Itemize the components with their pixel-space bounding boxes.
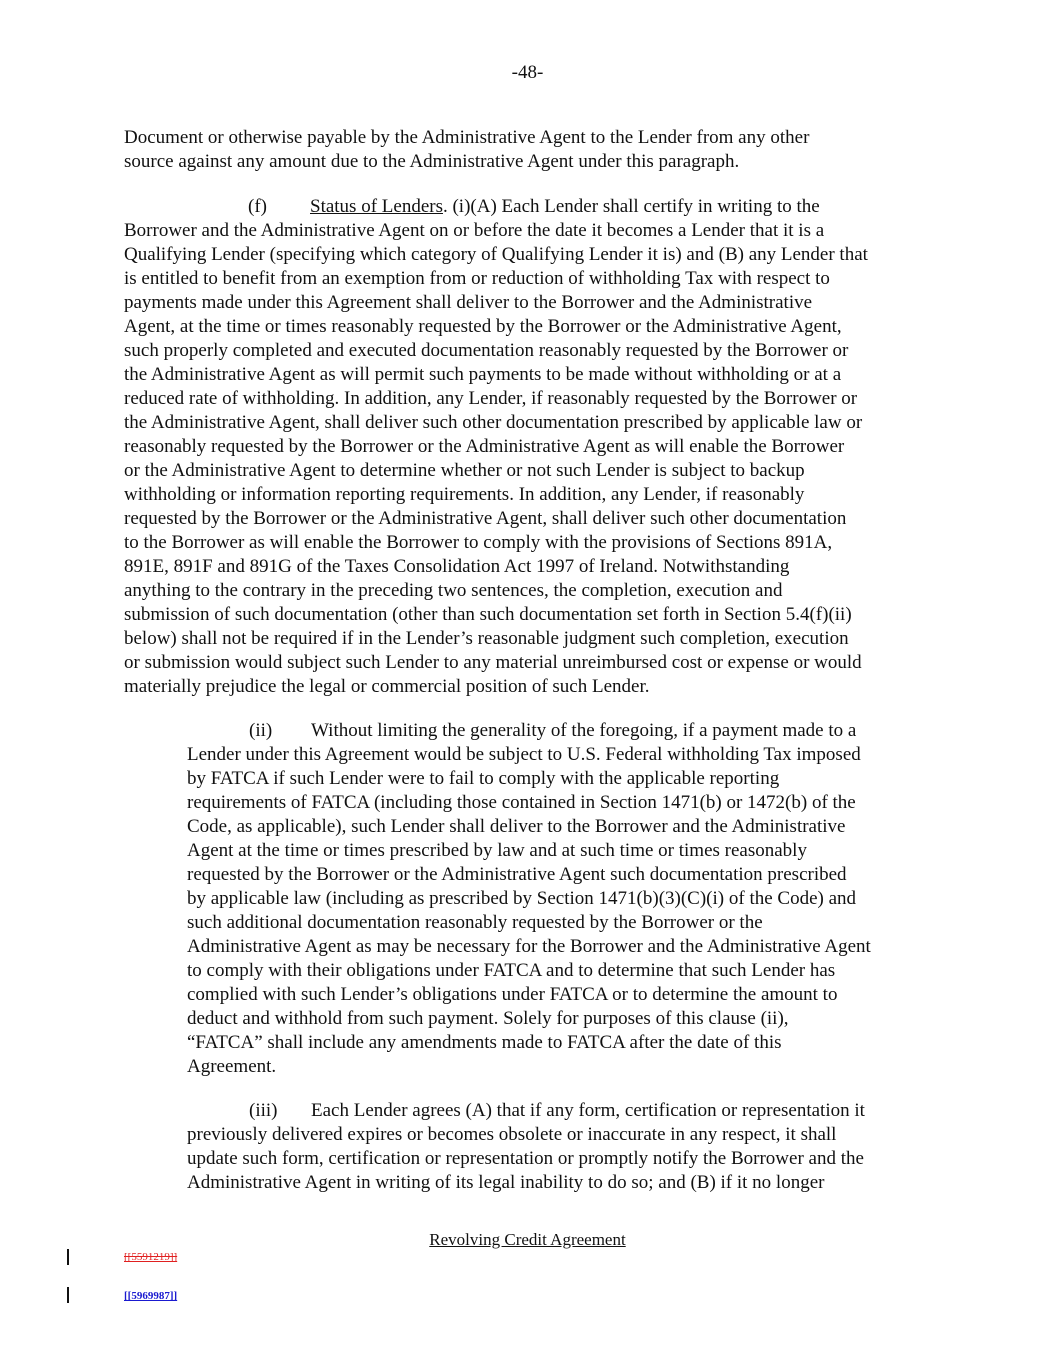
text-fragment: . (i)(A) Each Lender shall certify in writing to the — [442, 196, 820, 217]
text-line: by applicable law (including as prescribed by Section 1471(b)(3)(C)(i) of the Code) and — [187, 888, 857, 909]
text-line: reasonably requested by the Borrower or the Administrative Agent as will enable the Borrower — [124, 436, 845, 457]
text-line: anything to the contrary in the preceding two sentences, the completion, execution and — [124, 580, 783, 601]
text-line: Qualifying Lender (specifying which category of Qualifying Lender it is) and (B) any Lender that — [124, 244, 868, 265]
text-line: to the Borrower as will enable the Borrower to comply with the provisions of Sections 891A, — [124, 532, 833, 553]
text-fragment: Each Lender agrees (A) that if any form, certification or representation it — [311, 1100, 865, 1121]
text-line — [187, 1099, 927, 1123]
paragraph-f-status-of-lenders — [124, 195, 924, 699]
text-line: below) shall not be required if in the Lender’s reasonable judgment such completion, execution — [124, 628, 849, 649]
text-line: requested by the Borrower or the Administrative Agent, shall deliver such other documentation — [124, 508, 847, 529]
text-line: or submission would subject such Lender to any material unreimbursed cost or expense or would — [124, 652, 862, 673]
text-line: previously delivered expires or becomes obsolete or inaccurate in any respect, it shall — [187, 1124, 837, 1145]
deleted-document-id: [[5591219]] — [124, 1251, 178, 1263]
paragraph-ii-fatca — [187, 719, 927, 1079]
text-line: Lender under this Agreement would be subject to U.S. Federal withholding Tax imposed — [187, 744, 861, 765]
text-line: such additional documentation reasonably requested by the Borrower or the — [187, 912, 763, 933]
text-line: payments made under this Agreement shall deliver to the Borrower and the Administrative — [124, 292, 813, 313]
inserted-document-id: [[5969987]] — [124, 1290, 178, 1302]
text-line: source against any amount due to the Administrative Agent under this paragraph. — [124, 151, 740, 172]
text-line: such properly completed and executed documentation reasonably requested by the Borrower or — [124, 340, 849, 361]
text-line: materially prejudice the legal or commercial position of such Lender. — [124, 676, 650, 697]
paragraph-continuation — [124, 126, 924, 174]
text-line: submission of such documentation (other than such documentation set forth in Section 5.4(f)(ii) — [124, 604, 852, 625]
text-line: or the Administrative Agent to determine whether or not such Lender is subject to backup — [124, 460, 805, 481]
text-line: Code, as applicable), such Lender shall deliver to the Borrower and the Administrative — [187, 816, 846, 837]
text-line: Borrower and the Administrative Agent on or before the date it becomes a Lender that it is a — [124, 220, 825, 241]
change-bar-marker — [67, 1287, 69, 1303]
text-line: 891E, 891F and 891G of the Taxes Consolidation Act 1997 of Ireland. Notwithstanding — [124, 556, 790, 577]
text-line — [124, 195, 924, 219]
text-line: Administrative Agent in writing of its legal inability to do so; and (B) if it no longer — [187, 1172, 825, 1193]
text-line: complied with such Lender’s obligations under FATCA or to determine the amount to — [187, 984, 838, 1005]
footer-document-title: Revolving Credit Agreement — [429, 1230, 626, 1249]
text-line: by FATCA if such Lender were to fail to comply with the applicable reporting — [187, 768, 780, 789]
text-line: is entitled to benefit from an exemption from or reduction of withholding Tax with respect to — [124, 268, 830, 289]
text-line: requested by the Borrower or the Administrative Agent such documentation prescribed — [187, 864, 847, 885]
text-line: update such form, certification or representation or promptly notify the Borrower and the — [187, 1148, 864, 1169]
text-line: Agent, at the time or times reasonably requested by the Borrower or the Administrative Agent, — [124, 316, 842, 337]
clause-label: (f) — [248, 196, 267, 217]
text-line: withholding or information reporting requirements. In addition, any Lender, if reasonably — [124, 484, 805, 505]
text-line: reduced rate of withholding. In addition, any Lender, if reasonably requested by the Borrower or — [124, 388, 858, 409]
text-line: Document or otherwise payable by the Administrative Agent to the Lender from any other — [124, 127, 810, 148]
text-line: to comply with their obligations under FATCA and to determine that such Lender has — [187, 960, 836, 981]
text-line: “FATCA” shall include any amendments made to FATCA after the date of this — [187, 1032, 782, 1053]
text-line: Agreement. — [187, 1056, 277, 1077]
paragraph-iii-lender-agreement — [187, 1099, 927, 1195]
clause-label: (iii) — [249, 1100, 278, 1121]
text-line — [187, 719, 927, 743]
section-heading: Status of Lenders — [310, 196, 443, 217]
text-fragment: Without limiting the generality of the foregoing, if a payment made to a — [311, 720, 857, 741]
text-line: Agent at the time or times prescribed by law and at such time or times reasonably — [187, 840, 807, 861]
text-line: the Administrative Agent as will permit such payments to be made without withholding or at a — [124, 364, 842, 385]
text-line: deduct and withhold from such payment. Solely for purposes of this clause (ii), — [187, 1008, 789, 1029]
page-number: -48- — [511, 62, 544, 83]
text-line: Administrative Agent as may be necessary for the Borrower and the Administrative Agent — [187, 936, 871, 957]
change-bar-marker — [67, 1249, 69, 1265]
text-line: requirements of FATCA (including those contained in Section 1471(b) or 1472(b) of the — [187, 792, 856, 813]
text-line: the Administrative Agent, shall deliver such other documentation prescribed by applicable law or — [124, 412, 863, 433]
clause-label: (ii) — [249, 720, 273, 741]
